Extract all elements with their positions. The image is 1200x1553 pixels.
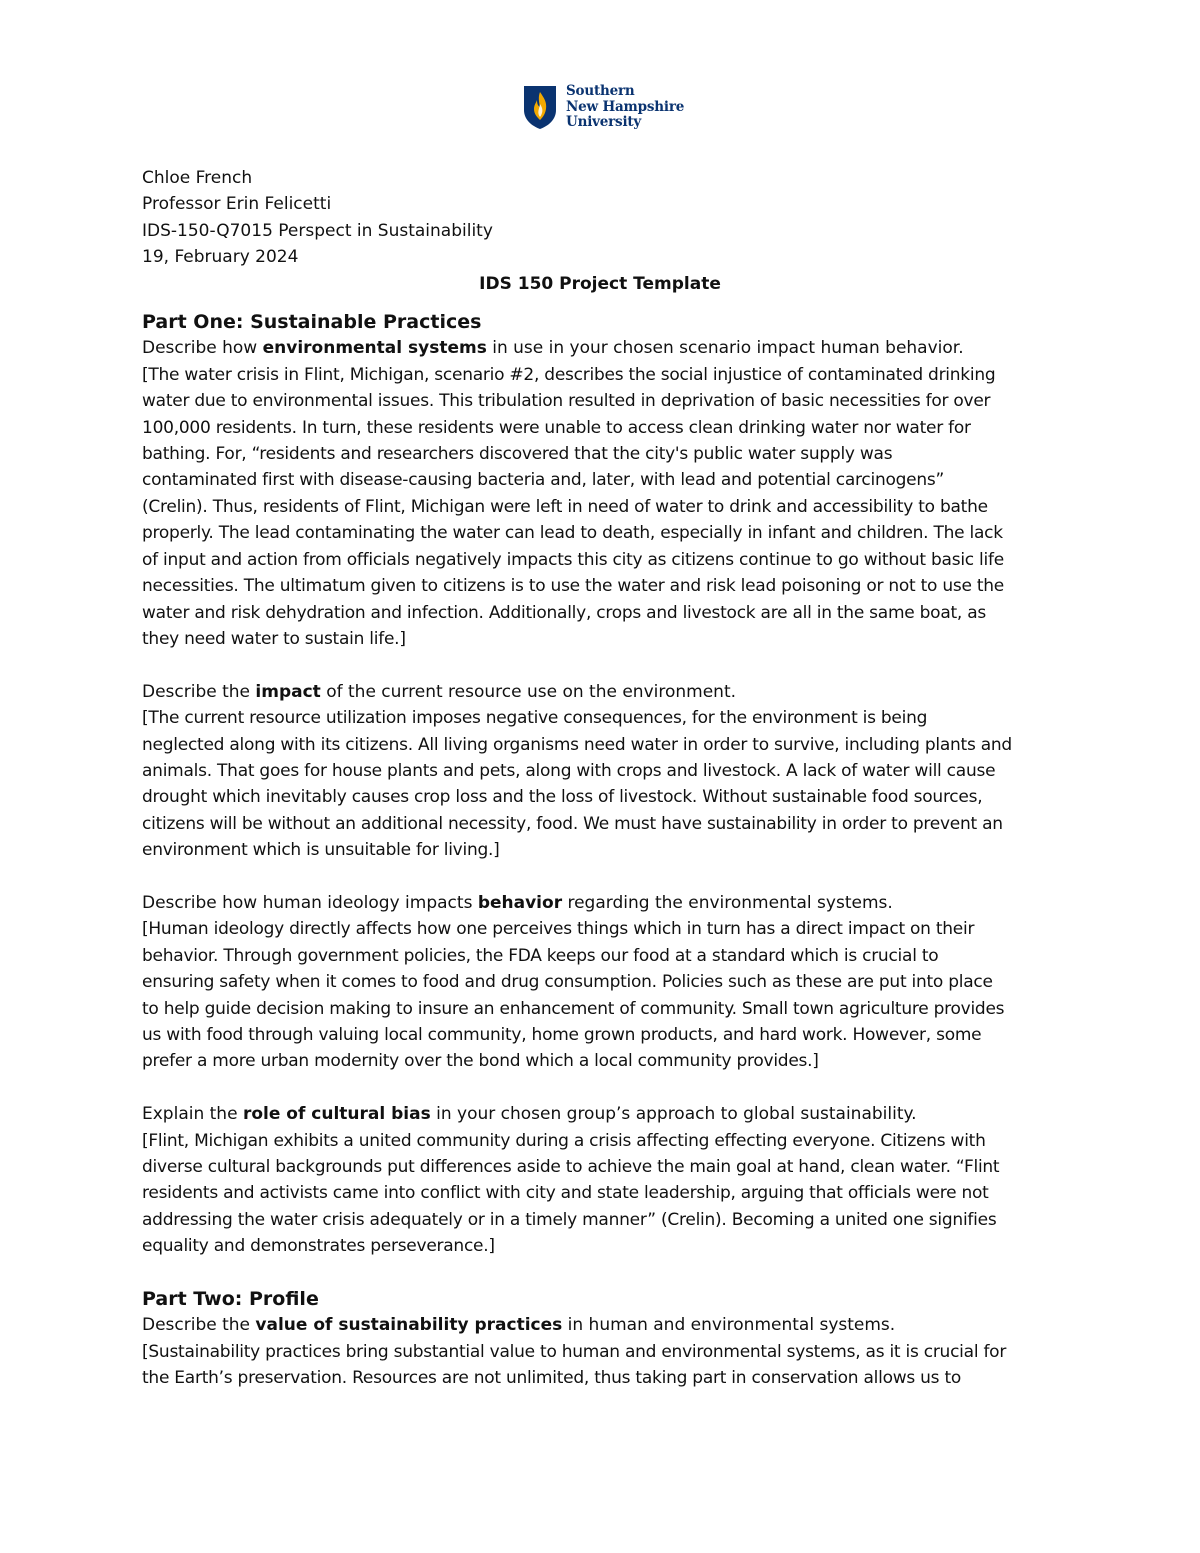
part-two-q1-prompt: Describe the value of sustainability practices in human and environmental systems. — [142, 1315, 896, 1336]
answer-line: [Flint, Michigan exhibits a united community during a crisis affecting effecting everyone. Citizens with — [142, 1130, 986, 1151]
part-two-heading: Part Two: Profile — [142, 1288, 319, 1310]
answer-line: contaminated first with disease-causing bacteria and, later, with lead and potential carcinogens” — [142, 470, 945, 491]
answer-line: animals. That goes for house plants and pets, along with crops and livestock. A lack of water will cause — [142, 760, 996, 781]
page-title: IDS 150 Project Template — [479, 273, 721, 294]
student-name: Chloe French — [142, 168, 253, 188]
answer-line: water due to environmental issues. This tribulation resulted in deprivation of basic necessities for over — [142, 391, 991, 412]
part-one-q2-prompt: Describe the impact of the current resource use on the environment. — [142, 681, 737, 702]
answer-line: properly. The lead contaminating the water can lead to death, especially in infant and children. The lack — [142, 523, 1003, 544]
answer-line: ensuring safety when it comes to food and drug consumption. Policies such as these are put into place — [142, 972, 993, 993]
snhu-shield-flame-icon — [522, 84, 558, 130]
snhu-logo — [522, 84, 684, 131]
answer-line: residents and activists came into conflict with city and state leadership, arguing that officials were not — [142, 1183, 989, 1204]
answer-line: us with food through valuing local community, home grown products, and hard work. However, some — [142, 1024, 982, 1045]
answer-line: equality and demonstrates perseverance.] — [142, 1236, 495, 1257]
date: 19, February 2024 — [142, 247, 299, 268]
answer-line: of input and action from officials negatively impacts this city as citizens continue to go without basic life — [142, 549, 1004, 570]
answer-line: prefer a more urban modernity over the bond which a local community provides.] — [142, 1051, 819, 1072]
part-one-q3-answer — [142, 916, 1058, 1074]
snhu-wordmark — [566, 84, 684, 131]
logo-line-3: University — [566, 114, 642, 130]
answer-line: 100,000 residents. In turn, these residents were unable to access clean drinking water nor water for — [142, 417, 971, 438]
part-one-q4-answer — [142, 1128, 1058, 1260]
logo-line-2: New Hampshire — [566, 98, 685, 115]
answer-line: water and risk dehydration and infection. Additionally, crops and livestock are all in the same boat, as — [142, 602, 986, 623]
part-one-q4-prompt: Explain the role of cultural bias in your chosen group’s approach to global sustainability. — [142, 1104, 917, 1125]
course-name: IDS-150-Q7015 Perspect in Sustainability — [142, 220, 493, 241]
part-two-q1-answer — [142, 1339, 1058, 1392]
answer-line: addressing the water crisis adequately or in a timely manner” (Crelin). Becoming a united one signifies — [142, 1209, 997, 1230]
answer-line: to help guide decision making to insure an enhancement of community. Small town agriculture provides — [142, 998, 1005, 1019]
part-one-q1-answer — [142, 362, 1058, 652]
answer-line: [The current resource utilization imposes negative consequences, for the environment is being — [142, 708, 928, 729]
answer-line: they need water to sustain life.] — [142, 628, 406, 649]
answer-line: diverse cultural backgrounds put differences aside to achieve the main goal at hand, clean water. “Flint — [142, 1156, 1000, 1177]
answer-line: environment which is unsuitable for living.] — [142, 840, 500, 861]
answer-line: [Human ideology directly affects how one perceives things which in turn has a direct impact on their — [142, 919, 975, 940]
answer-line: (Crelin). Thus, residents of Flint, Michigan were left in need of water to drink and accessibility to bathe — [142, 496, 988, 517]
document-body — [142, 165, 1058, 1392]
logo-line-1: Southern — [566, 83, 635, 99]
answer-line: [Sustainability practices bring substantial value to human and environmental systems, as it is crucial for — [142, 1341, 1007, 1362]
part-one-heading: Part One: Sustainable Practices — [142, 311, 482, 334]
answer-line: drought which inevitably causes crop loss and the loss of livestock. Without sustainable food sources, — [142, 787, 983, 808]
answer-line: bathing. For, “residents and researchers discovered that the city's public water supply was — [142, 444, 893, 465]
answer-line: [The water crisis in Flint, Michigan, scenario #2, describes the social injustice of contaminated drinking — [142, 364, 996, 385]
professor-name: Professor Erin Felicetti — [142, 194, 332, 215]
answer-line: neglected along with its citizens. All living organisms need water in order to survive, including plants and — [142, 734, 1012, 755]
part-one-q1-prompt: Describe how environmental systems in use in your chosen scenario impact human behavior. — [142, 338, 964, 359]
part-one-q3-prompt: Describe how human ideology impacts behavior regarding the environmental systems. — [142, 892, 893, 913]
part-one-q2-answer — [142, 705, 1058, 863]
answer-line: behavior. Through government policies, the FDA keeps our food at a standard which is crucial to — [142, 945, 939, 966]
answer-line: citizens will be without an additional necessity, food. We must have sustainability in order to prevent an — [142, 813, 1003, 834]
answer-line: the Earth’s preservation. Resources are not unlimited, thus taking part in conservation allows us to — [142, 1368, 962, 1389]
answer-line: necessities. The ultimatum given to citizens is to use the water and risk lead poisoning or not to use the — [142, 576, 1004, 597]
